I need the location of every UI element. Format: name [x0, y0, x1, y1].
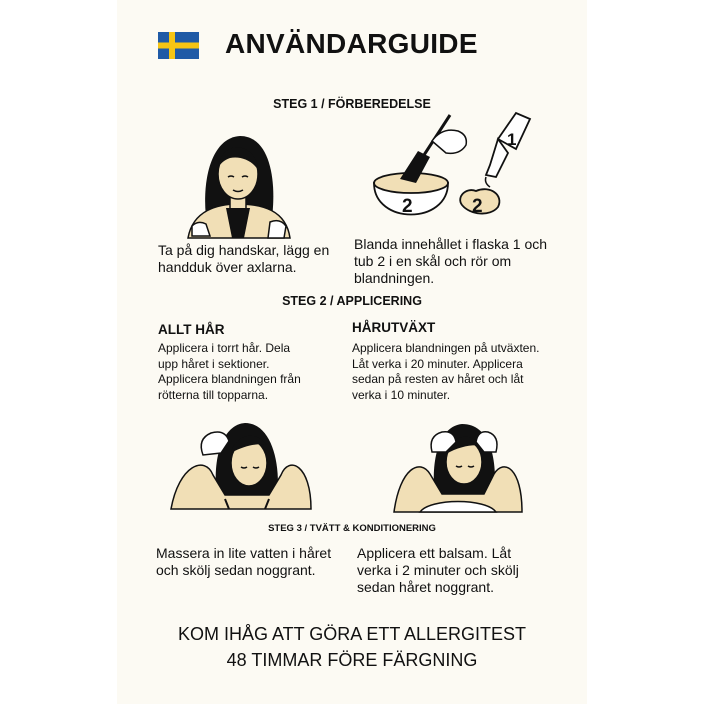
- text-line: upp håret i sektioner.: [158, 356, 270, 371]
- text-line: Applicera ett balsam. Låt: [357, 545, 512, 561]
- text-line: Blanda innehållet i flaska 1 och: [354, 236, 548, 252]
- text-line: blandningen.: [354, 270, 435, 286]
- woman-applying-roots-illustration: [390, 418, 525, 513]
- step1-right-text: [354, 236, 547, 287]
- all-hair-text: [158, 341, 301, 403]
- swedish-flag-icon: [158, 32, 199, 59]
- step3-heading: STEG 3 / TVÄTT & KONDITIONERING: [268, 523, 436, 534]
- step3-left-text: [156, 545, 331, 579]
- reminder-line: 48 TIMMAR FÖRE FÄRGNING: [226, 650, 478, 670]
- step2-heading: STEG 2 / APPLICERING: [282, 294, 422, 308]
- step3-right-text: [357, 545, 519, 596]
- allergy-reminder: [117, 621, 587, 673]
- text-line: sedan håret noggrant.: [357, 579, 494, 595]
- text-line: handduk över axlarna.: [158, 259, 297, 275]
- woman-towel-illustration: [178, 130, 298, 240]
- text-line: och skölj sedan noggrant.: [156, 562, 316, 578]
- text-line: sedan på resten av håret och låt: [352, 372, 524, 386]
- text-line: rötterna till topparna.: [158, 387, 269, 402]
- tube-number: 2: [472, 196, 483, 217]
- text-line: verka i 2 minuter och skölj: [357, 562, 519, 578]
- all-hair-title: ALLT HÅR: [158, 322, 225, 337]
- text-line: Applicera i torrt hår. Dela: [158, 341, 291, 355]
- regrowth-title: HÅRUTVÄXT: [352, 320, 436, 335]
- bottle-number: 1: [507, 130, 517, 149]
- step1-left-text: [158, 242, 329, 276]
- regrowth-text: [352, 341, 539, 403]
- text-line: tub 2 i en skål och rör om: [354, 253, 512, 269]
- woman-applying-all-hair-illustration: [165, 415, 315, 511]
- reminder-line: KOM IHÅG ATT GÖRA ETT ALLERGITEST: [177, 624, 527, 644]
- text-line: Applicera blandningen från: [158, 372, 301, 386]
- text-line: Låt verka i 20 minuter. Applicera: [352, 356, 523, 371]
- text-line: verka i 10 minuter.: [352, 387, 451, 402]
- mixing-bowl-illustration: [370, 105, 540, 225]
- text-line: Massera in lite vatten i håret: [156, 545, 332, 561]
- step1-heading: STEG 1 / FÖRBEREDELSE: [273, 97, 431, 111]
- text-line: Ta på dig handskar, lägg en: [158, 242, 330, 258]
- page-title: ANVÄNDARGUIDE: [225, 28, 478, 59]
- text-line: Applicera blandningen på utväxten.: [352, 341, 540, 355]
- bowl-number: 2: [402, 196, 413, 217]
